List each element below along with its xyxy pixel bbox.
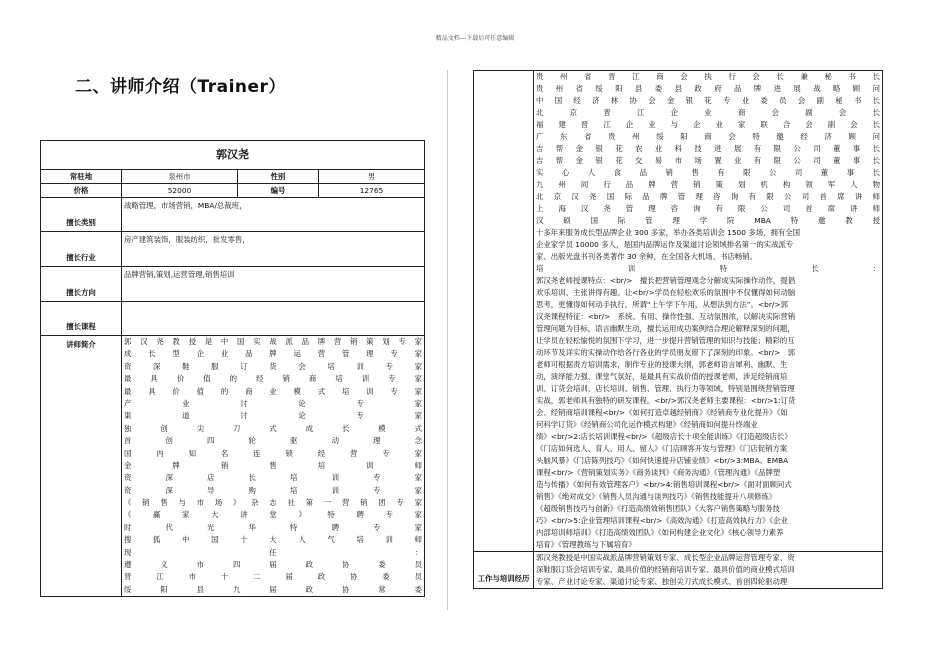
resident-label: 常驻地 [41,170,122,183]
training-specialty-label: 培 训 特 长 ： [536,264,880,273]
position-line: 吉帮金银花交易市场置业有限公司董事长 [536,156,880,165]
price-row [41,184,424,198]
specialty-line: 动环节及详实的实操动作给各行各业的学员朋友留下了深刻的印象。<br/> 郭 [536,348,796,357]
trainer-continuation-table [473,70,883,589]
experience-text [534,552,882,588]
position-line: 北京汉尧国际品牌管理咨询有限公司首席讲师 [536,192,880,201]
industry-value: 房产建筑装饰，服装纺织，批发零售， [124,235,250,244]
direction-row [41,267,424,302]
intro-line: 绥阳县九届政协常委 [124,584,422,594]
code-label: 编号 [238,184,319,197]
gender-value: 男 [367,172,376,181]
specialty-line: 何科学订货》《经销商公司化运作模式构建》《经销商如何提升终端业 [536,420,758,429]
specialty-line: 内部培训师培训》《打造高绩效团队》《如何构建企业文化》《核心领导力素养 [536,528,784,537]
category-value: 战略管理，市场营销，MBA/总裁班， [124,201,247,210]
position-line: 广东省贵州绥阳商会特邀经济顾问 [536,132,880,141]
experience-line: 深鞋服订货会培训专家、最具价值的经销商培训专家、最具价值的商业模式培训 [536,565,795,574]
intro-lines [124,336,422,596]
intro-line: 渠道讨论专家 [124,411,422,421]
direction-value: 品牌营销,策划,运营管理,销售培训 [124,270,235,279]
specialty-line: 实战，郭老师具有独特的研发课程。<br/>郭汉尧老师主要课程：<br/>1:订货 [536,396,796,405]
specialty-line: 汉尧课程特征：<br/> 系统、有用、操作性强、互动氛围浓，以解决实际营销 [536,312,796,321]
positions-list [536,71,880,227]
intro-line: 最具价值的商业模式培训专家 [124,386,422,396]
intro-label: 讲师简介 [41,336,122,596]
intro-row [41,336,424,596]
specialty-line: 绩》<br/>2:店长培训课程<br/>《超级店长十项全能训练》《打造超级店长》 [536,432,792,441]
specialty-line: 头脑风暴》《门店陈列技巧》《如何快速提升店铺业绩》<br/>3:MBA、EMBA [536,456,789,465]
specialty-line: 动，演绎能力强、课堂气氛好，是最具有实战价值的授课老师，涉足经销商培 [536,372,788,381]
specialty-line: 巧》<br/>5:企业管理培训课程<br/>《高效沟通》《打造高效执行力》《企业 [536,516,788,525]
specialty-line: 会、经销商培训课程<br/>《如何打造卓越经销商》《经销商专业化提升》《如 [536,408,788,417]
intro-line: 郭汉尧教授是中国实战派品牌营销策划专家 [124,337,422,346]
specialty-line: 《超级销售技巧与创新》《打造高绩效销售团队》《大客户销售策略与服务技 [536,504,780,513]
courses-label: 擅长课程 [41,302,122,335]
intro-line: 最具价值的经销商培训专家 [124,374,422,384]
intro-line: 搜狐中国十大人气培训师 [124,535,422,545]
specialty-line: 思考，更懂得如何动手执行，所谓“上午学下午用，从想法到方法”。<br/>郭 [536,300,788,309]
intro-line: 晋江市十二届政协委员 [124,572,422,582]
intro-line: 现任： [124,547,422,557]
industry-row [41,232,424,267]
position-line: 贵州省绥阳县委县政府品牌进展战略顾问 [536,84,880,93]
experience-line: 专家、产业讨论专家、渠道讨论专家、独创尖刀式成长模式、首创四轮驱动理 [536,577,788,586]
code-value: 12765 [359,186,384,195]
position-line: 贵州省晋江商会执行会长兼秘书长 [536,72,880,81]
position-line: 吉帮金银花农业科技进展有限公司董事长 [536,144,880,153]
industry-label: 擅长行业 [41,232,122,266]
price-label: 价格 [41,184,122,197]
training-specialty-heading [536,263,880,275]
courses-value [122,302,424,335]
training-specialty-text [536,275,880,551]
intro-line: 时代光华特聘专家 [124,522,422,532]
specialty-line: 管理问题为目标，语言幽默生动，擅长运用成功案例结合理论解释深刻的问题， [536,324,795,333]
trainer-profile-table [40,140,425,597]
specialty-line: 老师可根据责方培训需求，制作专业的授课大纲，郭老师语言犀利、幽默、生 [536,360,788,369]
specialty-line: 欢乐培训、主张讲得有趣。让<br/>学员在轻松欢乐的氛围中不仅懂得如何动脑 [536,288,796,297]
position-line: 实心人食品销售有限公司董事长 [536,168,880,177]
intro-line: 遵义市四届政协委员 [124,560,422,570]
position-line: 福建晋江企业与企业家联合会副会长 [536,120,880,129]
page-header-note: 精品文档---下载后可任意编辑 [435,35,515,42]
position-line: 九州同行品牌营销策划机构领军人物 [536,180,880,189]
bio-continuation [534,71,882,551]
resident-value: 泉州市 [122,170,238,183]
specialty-line: 郭汉尧老师授课特点：<br/> 擅长把营销管理观念分解成实际操作动作，提倡 [536,276,796,285]
category-label: 擅长类别 [41,198,122,231]
position-line: 中国经济林协会金银花专业委员会副秘书长 [536,96,880,105]
column-divider [447,70,448,610]
intro-line: 成长型企业品牌运营管理专家 [124,349,422,359]
intro-line: 《销售与市场》杂志社第一营销团专家 [124,498,422,508]
intro-line: 首创四轮驱动理念 [124,436,422,446]
specialty-line: 销售》《绝对成交》《销售人员沟通与谈判技巧》《销售技能提升八项修炼》 [536,492,777,501]
specialty-line: 训、订货会培训、店长培训、销售、管理、执行力等领域，特别是围绕营销管理 [536,384,795,393]
position-line: 上海汉尧管理咨询有限公司首席讲师 [536,204,880,213]
position-line: 汉硕国际管理学院MBA特邀教授 [536,216,880,225]
intro-line: 独创尖刀式成长模式 [124,423,422,433]
bio-continuation-row [474,71,882,551]
resident-row [41,170,424,184]
experience-row [474,551,882,588]
service-summary [536,227,880,263]
specialty-line: 造与传播》《如何有效管理客户》<br/>4:销售培训课程<br/>《面对面顾问式 [536,480,792,489]
summary-line: 十多年来服务成长型品牌企业 300 多家，举办各类培训会 1500 多场，拥有全国 [536,228,801,237]
intro-line: 资深鞋服订货会培训专家 [124,361,422,371]
category-row [41,198,424,232]
intro-line: 产业讨论专家 [124,398,422,408]
intro-line: 资深店长培训专家 [124,473,422,483]
direction-label: 擅长方向 [41,267,122,301]
specialty-line: 课程<br/>《营销策划实务》《商务谈判》《商务沟通》《管理沟通》《品牌塑 [536,468,781,477]
courses-row [41,302,424,336]
summary-line: 家、出版光盘书刊各类著作 30 余种，在全国各大机场、书店畅销。 [536,252,758,261]
intro-line: 国内知名连锁经营专家 [124,448,422,458]
position-line: 北京晋江企业商会副会长 [536,108,880,117]
intro-text [122,336,424,596]
specialty-line: 培育》《管理教练与下属培育》 [536,540,636,549]
trainer-name: 郭汉尧 [41,141,424,170]
section-title: 二、讲师介绍（Trainer） [75,77,286,97]
summary-line: 企业家学员 10000 多人，是国内品牌运作及渠道讨论领域排名第一的实战派专 [536,240,794,249]
intro-line: 金牌销售培训师 [124,460,422,470]
specialty-line: 让学员在轻松愉悦的氛围下学习，进一步提升营销管理的知识与技能；精彩的互 [536,336,795,345]
experience-label: 工作与培训经历 [474,552,534,588]
bio-continuation-label [474,71,534,551]
intro-line: 《赢家大讲堂》特聘专家 [124,510,422,520]
experience-line: 郭汉尧教授是中国实战派品牌营销策划专家、成长型企业品牌运营管理专家、资 [536,553,795,562]
price-value: 52000 [122,184,238,197]
intro-line: 资深导购培训专家 [124,485,422,495]
specialty-line: 《门店如何选人、育人、用人、留人》《门店顾客开发与管理》《门店促销方案 [536,444,788,453]
gender-label: 性别 [238,170,319,183]
